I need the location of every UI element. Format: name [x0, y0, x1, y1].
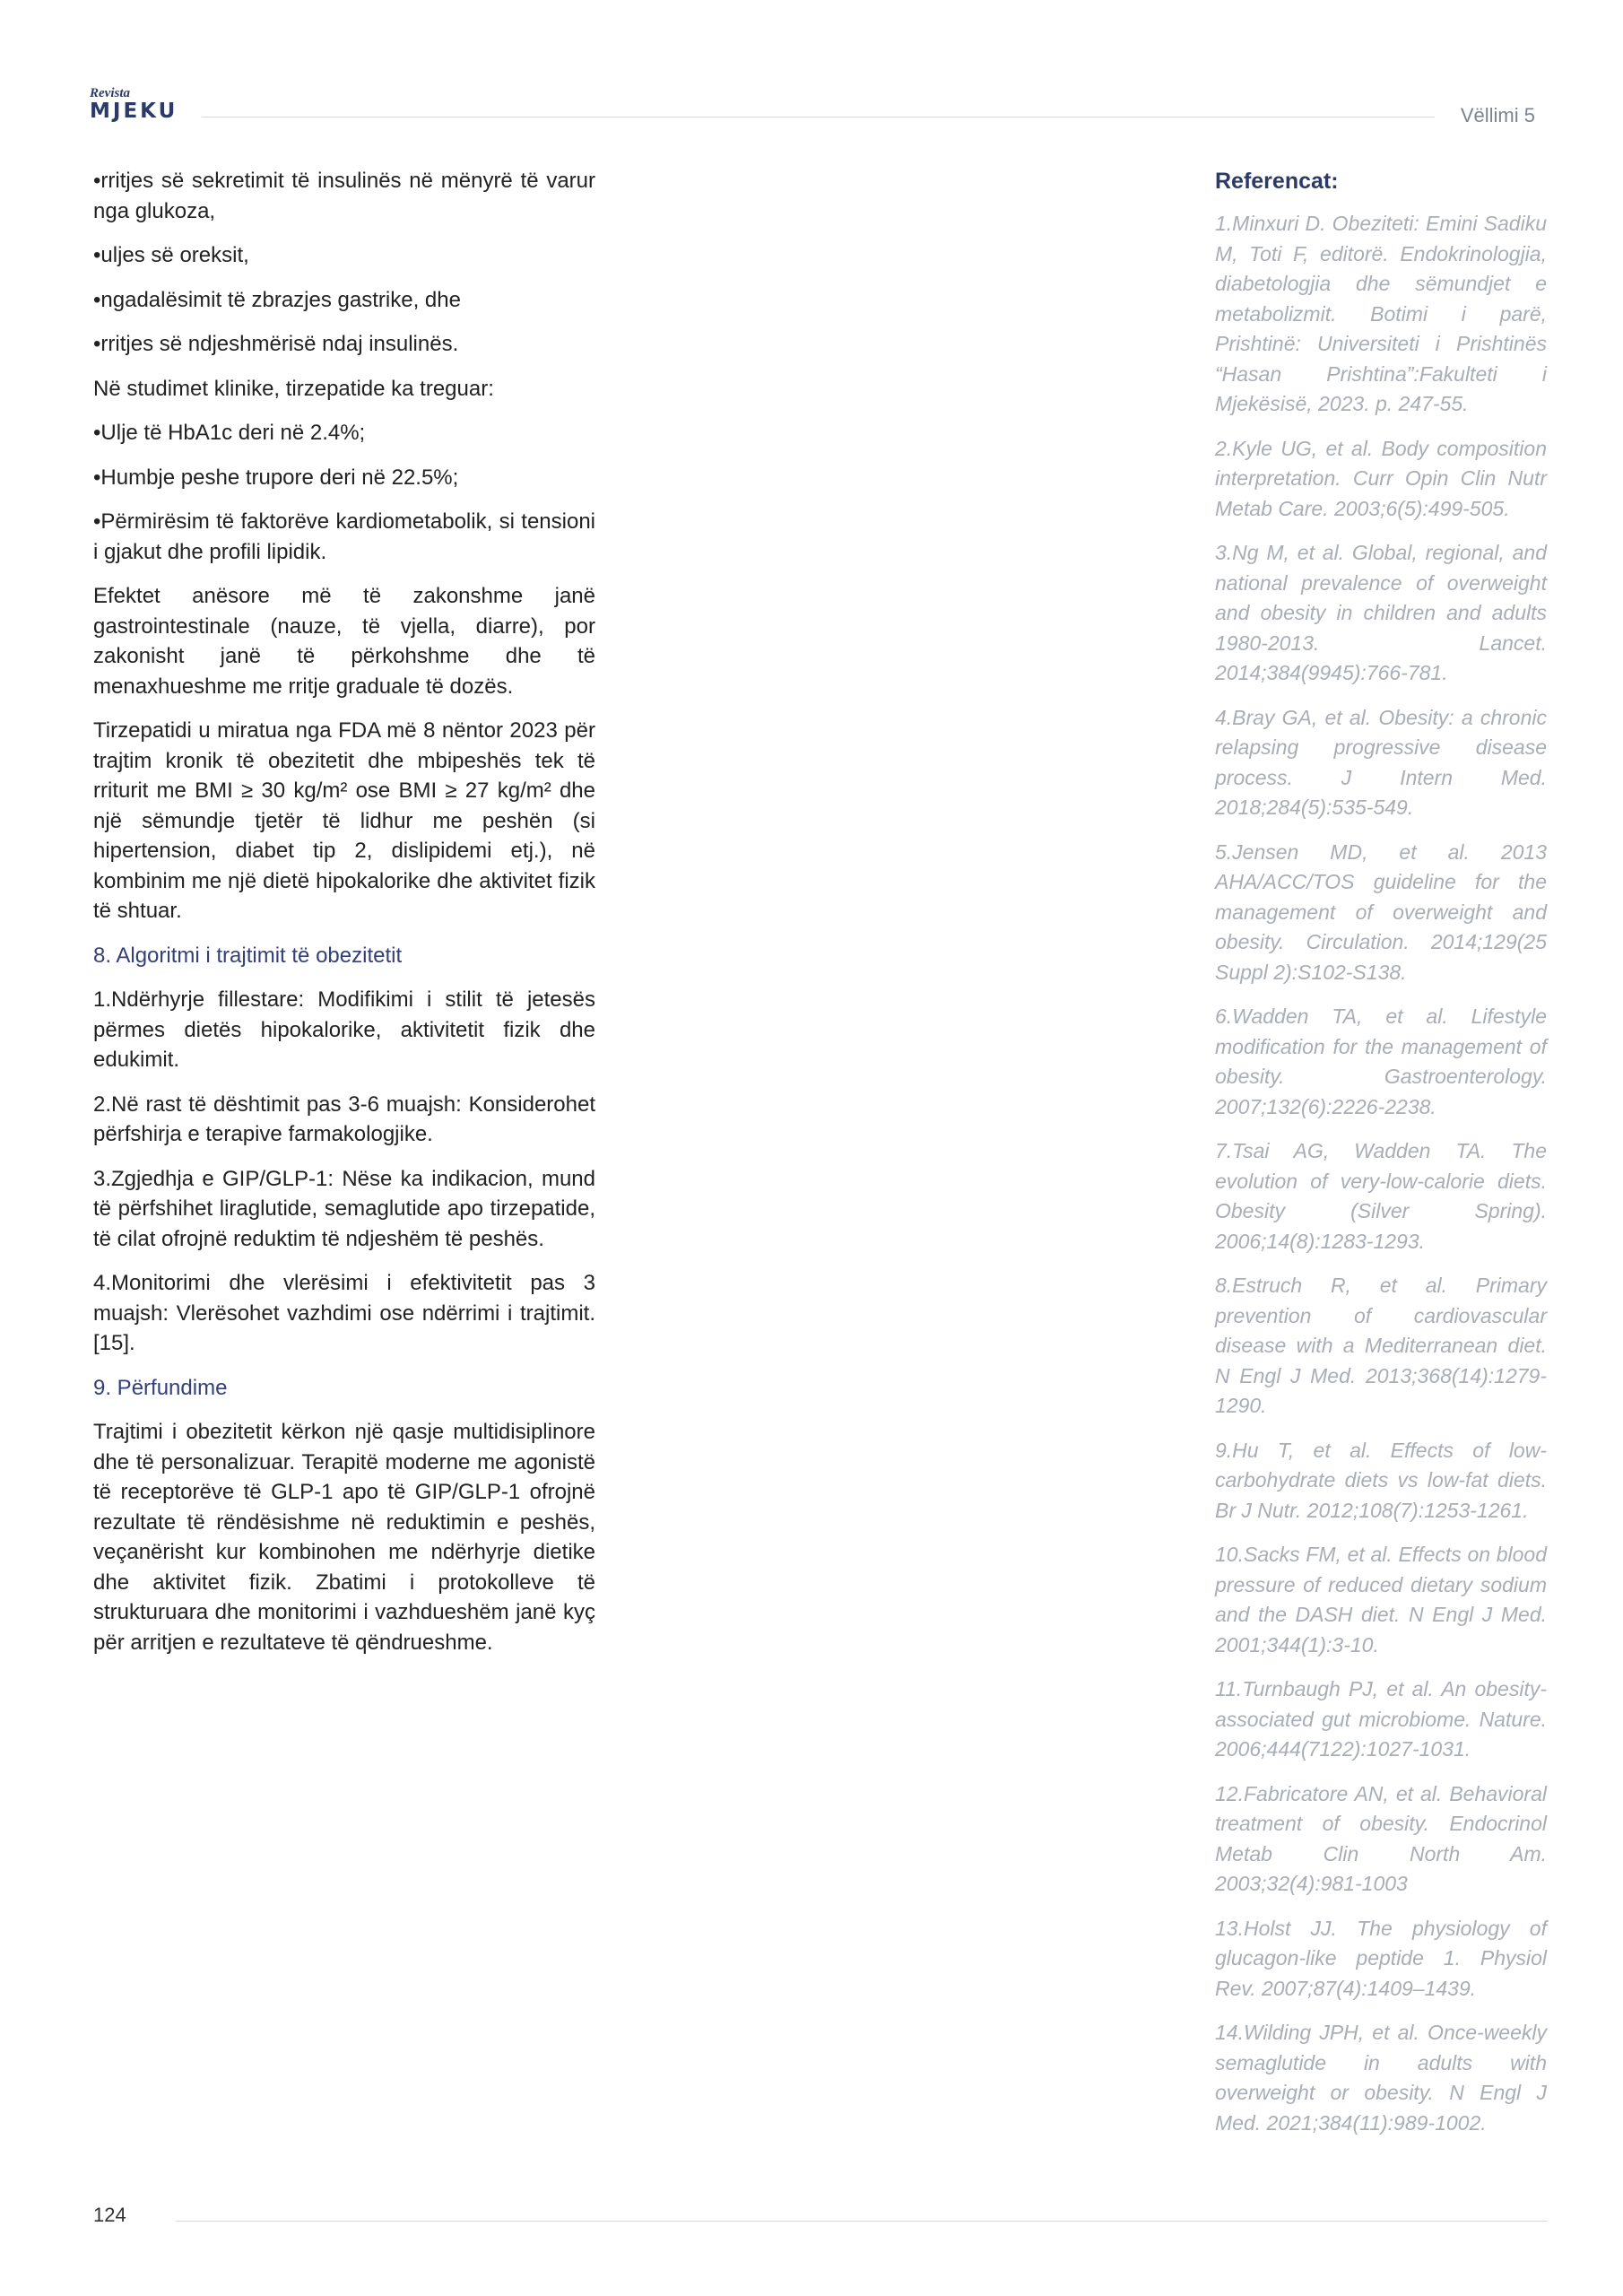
reference-item: 11.Turnbaugh PJ, et al. An obesity-associated gut microbiome. Nature. 2006;444(7122):1027-1031.	[1215, 1677, 1547, 1761]
body-paragraph: •Përmirësim të faktorëve kardiometabolik, si tensioni i gjakut dhe profili lipidik.	[93, 509, 595, 564]
body-paragraph: •rritjes së sekretimit të insulinës në mënyrë të varur nga glukoza,	[93, 169, 595, 223]
body-paragraph: Efektet anësore më të zakonshme janë gastrointestinale (nauze, të vjella, diarre), por zakonisht janë të përkohshme dhe të menaxhueshme me rritje graduale të dozës.	[93, 584, 595, 699]
reference-item: 3.Ng M, et al. Global, regional, and national prevalence of overweight and obesity in children and adults 1980-2013. Lancet. 2014;384(9945):766-781.	[1215, 541, 1547, 684]
body-paragraph: Trajtimi i obezitetit kërkon një qasje multidisiplinore dhe të personalizuar. Terapitë moderne me agonistë të receptorëve të GLP-1 apo të GIP/GLP-1 ofrojnë rezultate të rëndësishme në reduktimin e peshës, veçanërisht kur kombinohen me ndërhyrje dietike dhe aktivitet fizik. Zbatimi i protokolleve të strukturuara dhe monitorimi i vazhdueshëm janë kyç për arritjen e rezultateve të qëndrueshme.	[93, 1420, 595, 1655]
page-number: 124	[93, 2204, 126, 2226]
reference-item: 8.Estruch R, et al. Primary prevention of cardiovascular disease with a Mediterranean diet. N Engl J Med. 2013;368(14):1279-1290.	[1215, 1274, 1547, 1417]
reference-item: 2.Kyle UG, et al. Body composition interpretation. Curr Opin Clin Nutr Metab Care. 2003;6(5):499-505.	[1215, 436, 1547, 520]
reference-item: 7.Tsai AG, Wadden TA. The evolution of very-low-calorie diets. Obesity (Silver Spring). 2006;14(8):1283-1293.	[1215, 1139, 1547, 1253]
references-title: Referencat:	[1215, 169, 1339, 194]
reference-item: 14.Wilding JPH, et al. Once-weekly semaglutide in adults with overweight or obesity. N Engl J Med. 2021;384(11):989-1002.	[1215, 2021, 1547, 2135]
body-paragraph: Në studimet klinike, tirzepatide ka treguar:	[93, 376, 494, 401]
body-paragraph: 3.Zgjedhja e GIP/GLP-1: Nëse ka indikacion, mund të përfshihet liraglutide, semaglutide apo tirzepatide, të cilat ofrojnë reduktim të ndjeshëm të peshës.	[93, 1166, 595, 1251]
reference-item: 4.Bray GA, et al. Obesity: a chronic relapsing progressive disease process. J Intern Med. 2018;284(5):535-549.	[1215, 705, 1547, 819]
references-list	[1215, 209, 1547, 2138]
references-column	[1215, 166, 1547, 2152]
journal-logo	[90, 86, 178, 122]
reference-item: 1.Minxuri D. Obeziteti: Emini Sadiku M, Toti F, editorë. Endokrinologjia, diabetologjia dhe sëmundjet e metabolizmit. Botimi i parë, Prishtinë: Universiteti i Prishtinës “Hasan Prishtina”:Fakulteti i Mjekësisë, 2023. p. 247-55.	[1215, 212, 1547, 415]
body-paragraph: 4.Monitorimi dhe vlerësimi i efektivitetit pas 3 muajsh: Vlerësohet vazhdimi ose ndërrimi i trajtimit. [15].	[93, 1271, 595, 1355]
page-header	[90, 86, 1542, 131]
body-paragraph: 2.Në rast të dështimit pas 3-6 muajsh: Konsiderohet përfshirja e terapive farmakologjike.	[93, 1091, 595, 1146]
body-paragraph: 1.Ndërhyrje fillestare: Modifikimi i stilit të jetesës përmes dietës hipokalorike, aktivitetit fizik dhe edukimit.	[93, 987, 595, 1072]
footer-divider	[176, 2221, 1548, 2222]
logo-subtitle: Revista	[90, 86, 130, 100]
reference-item: 9.Hu T, et al. Effects of low-carbohydrate diets vs low-fat diets. Br J Nutr. 2012;108(7):1253-1261.	[1215, 1438, 1547, 1522]
body-paragraph: Tirzepatidi u miratua nga FDA më 8 nëntor 2023 për trajtim kronik të obezitetit dhe mbipeshës tek të rriturit me BMI ≥ 30 kg/m² ose BMI ≥ 27 kg/m² dhe një sëmundje tjetër të lidhur me peshën (si hipertension, diabet tip 2, dislipidemi etj.), në kombinim me një dietë hipokalorike dhe aktivitet fizik të shtuar.	[93, 718, 595, 923]
reference-item: 6.Wadden TA, et al. Lifestyle modification for the management of obesity. Gastroenterology. 2007;132(6):2226-2238.	[1215, 1004, 1547, 1118]
body-paragraph: •uljes së oreksit,	[93, 243, 249, 267]
reference-item: 13.Holst JJ. The physiology of glucagon-like peptide 1. Physiol Rev. 2007;87(4):1409–1439.	[1215, 1916, 1547, 2000]
volume-label: Vëllimi 5	[1460, 104, 1535, 126]
reference-item: 10.Sacks FM, et al. Effects on blood pressure of reduced dietary sodium and the DASH diet. N Engl J Med. 2001;344(1):3-10.	[1215, 1543, 1547, 1657]
reference-item: 12.Fabricatore AN, et al. Behavioral treatment of obesity. Endocrinol Metab Clin North Am. 2003;32(4):981-1003	[1215, 1781, 1547, 1895]
reference-item: 5.Jensen MD, et al. 2013 AHA/ACC/TOS guideline for the management of overweight and obesity. Circulation. 2014;129(25 Suppl 2):S102-S138.	[1215, 839, 1547, 984]
body-paragraph: •ngadalësimit të zbrazjes gastrike, dhe	[93, 287, 461, 312]
body-paragraph: •rritjes së ndjeshmërisë ndaj insulinës.	[93, 332, 459, 356]
logo-title: MJEKU	[90, 100, 178, 123]
section-heading: 8. Algoritmi i trajtimit të obezitetit	[93, 943, 403, 968]
body-paragraph: •Ulje të HbA1c deri në 2.4%;	[93, 421, 366, 445]
section-heading: 9. Përfundime	[93, 1375, 228, 1400]
main-text-column	[93, 166, 595, 1672]
body-paragraph: •Humbje peshe trupore deri në 22.5%;	[93, 465, 459, 490]
